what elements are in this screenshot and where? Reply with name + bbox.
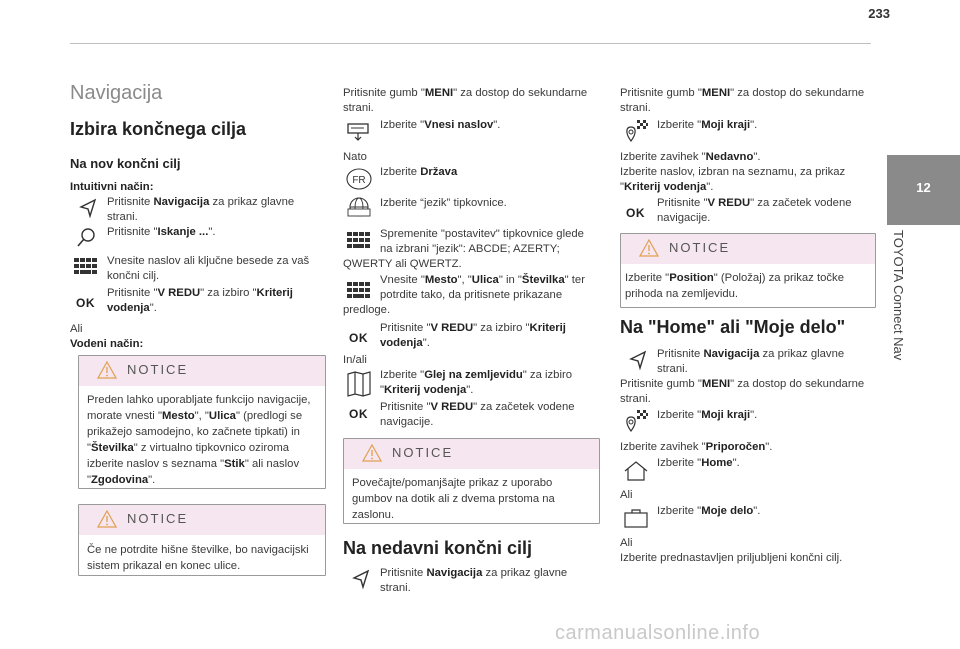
text-nato: Nato [343, 151, 367, 163]
text-line: Izberite zavihek "Priporočen". [620, 441, 773, 453]
notice-line: Če ne potrdite hišne številke, bo navigacijski [87, 544, 309, 556]
warning-icon [362, 444, 382, 462]
ok-icon: OK [349, 407, 368, 421]
notice-header [344, 439, 599, 469]
notice-line: izberite naslov s seznama "Stik" ali naslov [87, 458, 300, 470]
text-line: vodenja". [380, 337, 430, 349]
text-line: na izbrani "jezik": ABCDE; AZERTY; [380, 243, 560, 255]
text-line: Pritisnite gumb "MENI" za dostop do sekundarne [620, 378, 865, 390]
text-line: Pritisnite Navigacija za prikaz glavne [657, 348, 845, 360]
my-places-icon [623, 409, 649, 435]
text-line: Izberite "Vnesi naslov". [380, 119, 501, 131]
country-fr-icon [346, 168, 372, 190]
text-line: QWERTY ali QWERTZ. [343, 258, 462, 270]
text-line: navigacije. [657, 212, 711, 224]
text-line: strani. [380, 582, 411, 594]
notice-line: "Številka" z virtualno tipkovnico oziroma [87, 442, 290, 454]
text-line: predloge. [343, 304, 391, 316]
keyboard-icon [347, 282, 371, 302]
notice-box [620, 233, 876, 308]
text-inali: In/ali [343, 354, 367, 366]
text-line: Pritisnite gumb "MENI" za dostop do sekundarne [343, 87, 588, 99]
notice-line: prikažejo samodejno, ko začnete tipkati) in [87, 426, 300, 438]
map-icon [347, 371, 371, 397]
text-ali: Ali [620, 489, 633, 501]
svg-text:FR: FR [352, 175, 366, 186]
keyboard-language-icon [346, 196, 372, 218]
watermark: carmanualsonline.info [555, 622, 761, 644]
text-line: potrdite tako, da pritisnete prikazane [380, 289, 563, 301]
notice-line: morate vnesti "Mesto", "Ulica" (predlogi se [87, 410, 303, 422]
text-line: Pritisnite "V REDU" za izbiro "Kriterij [107, 287, 293, 299]
text-line: navigacije. [380, 416, 434, 428]
text-line: Pritisnite "Iskanje ...". [107, 226, 216, 238]
warning-icon [97, 361, 117, 379]
text-line: Spremenite "postavitev" tipkovnice glede [380, 228, 584, 240]
chapter-tab [887, 155, 960, 225]
page-title: Navigacija [70, 82, 163, 104]
section-heading-recent: Na nedavni končni cilj [343, 538, 533, 558]
notice-title: NOTICE [669, 240, 731, 255]
text-line: Izberite "Moje delo". [657, 505, 761, 517]
notice-line: gumbov na dotik ali z dvema prstoma na [352, 493, 555, 505]
text-line: Vnesite naslov ali ključne besede za vaš [107, 255, 310, 267]
text-line: Izberite zavihek "Nedavno". [620, 151, 761, 163]
navigation-arrow-icon [349, 568, 371, 590]
text-line: "Kriterij vodenja". [380, 384, 474, 396]
intuitive-label: Intuitivni način: [70, 181, 154, 193]
notice-line: Izberite "Position" (Položaj) za prikaz točke [625, 272, 844, 284]
text-line: Izberite Država [380, 166, 458, 178]
my-places-icon [623, 119, 649, 145]
text-line: Pritisnite gumb "MENI" za dostop do sekundarne [620, 87, 865, 99]
briefcase-icon [623, 507, 649, 529]
notice-line: "Zgodovina". [87, 474, 156, 486]
chapter-number: 12 [916, 180, 931, 195]
navigation-arrow-icon [76, 197, 98, 219]
text-line: "Kriterij vodenja". [620, 181, 714, 193]
text-line: Izberite “jezik” tipkovnice. [380, 197, 507, 209]
ok-icon: OK [626, 206, 645, 220]
text-line: Vnesite "Mesto", "Ulica" in "Številka" ter [380, 274, 585, 286]
section-heading-home: Na "Home" ali "Moje delo" [620, 317, 846, 337]
subtitle: Izbira končnega cilja [70, 119, 247, 139]
notice-box [78, 504, 326, 576]
text-line: Pritisnite "V REDU" za začetek vodene [657, 197, 852, 209]
header-rule [70, 43, 871, 44]
notice-line: prihoda na zemljevidu. [625, 288, 739, 300]
text-ali: Ali [70, 323, 83, 335]
notice-line: sistem prikazal en konec ulice. [87, 560, 241, 572]
page-number: 233 [868, 6, 890, 21]
warning-icon [97, 510, 117, 528]
navigation-arrow-icon [626, 349, 648, 371]
text-line: strani. [343, 102, 374, 114]
notice-title: NOTICE [127, 362, 189, 377]
text-line: vodenja". [107, 302, 157, 314]
notice-header [621, 234, 875, 264]
chapter-title [890, 230, 912, 390]
text-line: Izberite "Home". [657, 457, 740, 469]
text-line: strani. [657, 363, 688, 375]
notice-title: NOTICE [392, 445, 454, 460]
notice-line: zaslonu. [352, 509, 395, 521]
notice-title: NOTICE [127, 511, 189, 526]
notice-line: Povečajte/pomanjšajte prikaz z uporabo [352, 477, 553, 489]
chapter-title-text: TOYOTA Connect Nav [891, 230, 906, 361]
ok-icon: OK [349, 331, 368, 345]
search-icon [76, 227, 98, 249]
text-line: končni cilj. [107, 270, 160, 282]
notice-box [343, 438, 600, 524]
text-line: Izberite prednastavljen priljubljeni končni cilj. [620, 552, 843, 564]
text-ali: Ali [620, 537, 633, 549]
text-line: Pritisnite "V REDU" za začetek vodene [380, 401, 575, 413]
home-icon [623, 460, 649, 482]
text-line: Pritisnite "V REDU" za izbiro "Kriterij [380, 322, 566, 334]
text-line: Izberite "Glej na zemljevidu" za izbiro [380, 369, 572, 381]
warning-icon [639, 239, 659, 257]
notice-box [78, 355, 326, 489]
text-line: strani. [620, 102, 651, 114]
text-line: Izberite "Moji kraji". [657, 119, 758, 131]
text-line: Izberite naslov, izbran na seznamu, za prikaz [620, 166, 846, 178]
enter-address-icon [347, 120, 369, 142]
guided-label: Vodeni način: [70, 338, 144, 350]
text-line: Pritisnite Navigacija za prikaz glavne [107, 196, 295, 208]
text-line: Pritisnite Navigacija za prikaz glavne [380, 567, 568, 579]
text-line: strani. [620, 393, 651, 405]
text-line: strani. [107, 211, 138, 223]
keyboard-layout-icon [347, 232, 371, 252]
section-heading: Na nov končni cilj [70, 156, 181, 171]
notice-line: Preden lahko uporabljate funkcijo navigacije, [87, 394, 311, 406]
text-line: Izberite "Moji kraji". [657, 409, 758, 421]
ok-icon: OK [76, 296, 95, 310]
keyboard-icon [74, 258, 98, 278]
